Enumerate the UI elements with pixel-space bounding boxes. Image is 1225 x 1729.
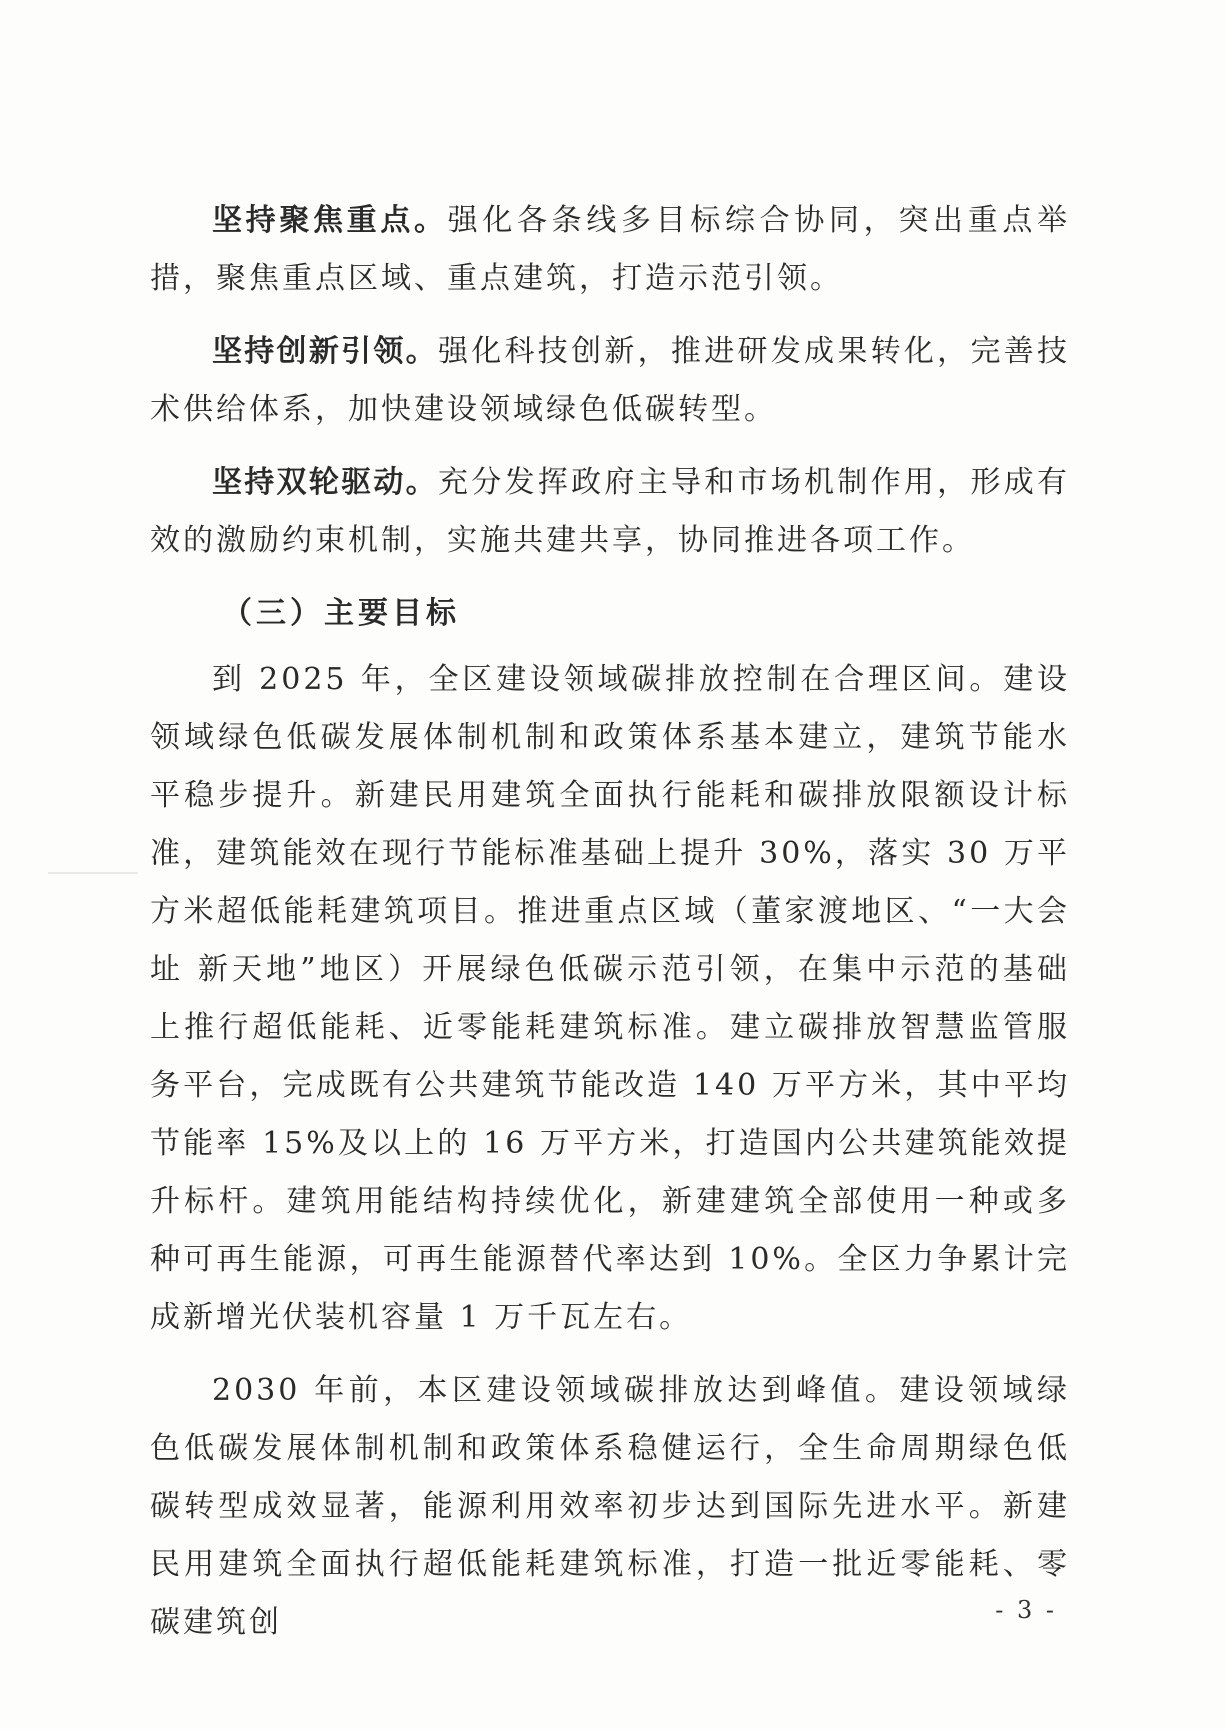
principle-paragraph-dual-drive [150, 454, 1070, 570]
principle-text: 充分发挥政府主导和市场机制作用，形成有效的激励约束机制，实施共建共享，协同推进各项工作。 [150, 465, 1071, 558]
principle-lead: 坚持双轮驱动。 [212, 465, 438, 500]
principle-text: 强化科技创新，推进研发成果转化，完善技术供给体系，加快建设领域绿色低碳转型。 [150, 334, 1071, 427]
principle-paragraph-innovation [150, 323, 1070, 439]
document-body [150, 192, 1070, 1667]
principle-lead: 坚持创新引领。 [212, 334, 438, 369]
goal-paragraph-2025: 到 2025 年，全区建设领域碳排放控制在合理区间。建设领域绿色低碳发展体制机制和政策体系基本建立，建筑节能水平稳步提升。新建民用建筑全面执行能耗和碳排放限额设计标准，建筑能效在现行节能标准基础上提升 30%，落实 30 万平方米超低能耗建筑项目。推进重点区域（董家渡地区、“一大会址 新天地”地区）开展绿色低碳示范引领，在集中示范的基础上推行超低能耗、近零能耗建筑标准。建立碳排放智慧监管服务平台，完成既有公共建筑节能改造 140 万平方米，其中平均节能率 15%及以上的 16 万平方米，打造国内公共建筑能效提升标杆。建筑用能结构持续优化，新建建筑全部使用一种或多种可再生能源，可再生能源替代率达到 10%。全区力争累计完成新增光伏装机容量 1 万千瓦左右。 [150, 662, 1070, 1335]
principle-paragraph-focus [150, 192, 1070, 308]
goal-paragraph-2030: 2030 年前，本区建设领域碳排放达到峰值。建设领域绿色低碳发展体制机制和政策体系稳健运行，全生命周期绿色低碳转型成效显著，能源利用效率初步达到国际先进水平。新建民用建筑全面执行超低能耗建筑标准，打造一批近零能耗、零碳建筑创 [150, 1373, 1070, 1640]
principle-text: 强化各条线多目标综合协同，突出重点举措，聚焦重点区域、重点建筑，打造示范引领。 [150, 203, 1071, 296]
scan-artifact [48, 872, 138, 874]
page-number: - 3 - [995, 1596, 1057, 1624]
section-heading: （三）主要目标 [222, 596, 460, 631]
principle-lead: 坚持聚焦重点。 [212, 203, 448, 238]
